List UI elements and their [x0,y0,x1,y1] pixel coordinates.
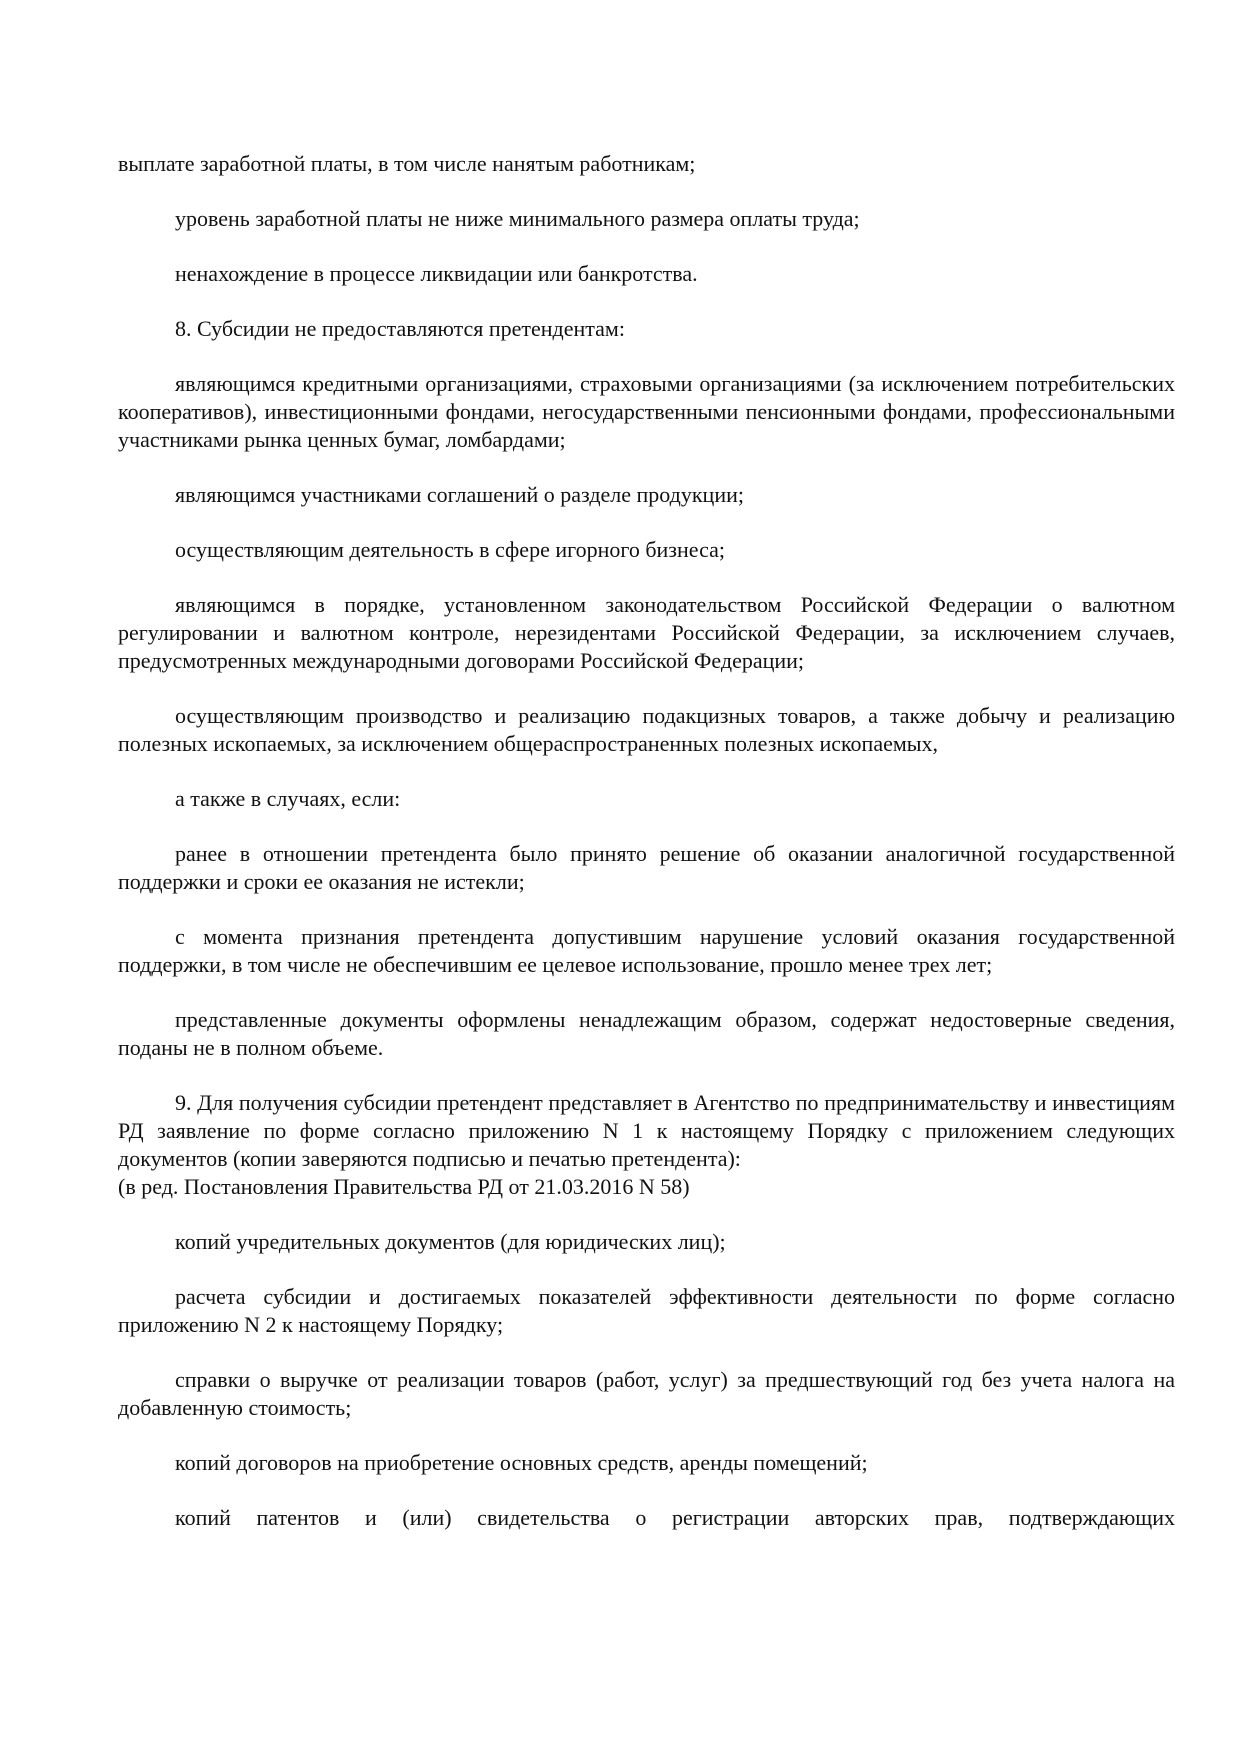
paragraph: осуществляющим деятельность в сфере игорного бизнеса; [175,537,725,562]
amendment-note: (в ред. Постановления Правительства РД от 21.03.2016 N 58) [118,1174,690,1199]
paragraph: с момента признания претендента допустившим нарушение условий оказания государственной поддержки, в том числе не обеспечившим ее целевое использование, прошло менее трех лет; [118,924,1175,977]
paragraph: а также в случаях, если: [175,786,401,811]
paragraph-continuation: выплате заработной платы, в том числе нанятым работникам; [118,151,696,176]
paragraph: являющимся кредитными организациями, страховыми организациями (за исключением потребительских кооперативов), инвестиционными фондами, негосударственными пенсионными фондами, профессиональными участниками рынка ценных бумаг, ломбардами; [118,371,1175,452]
paragraph: ненахождение в процессе ликвидации или банкротства. [175,261,698,286]
paragraph: являющимся в порядке, установленном законодательством Российской Федерации о валютном регулировании и валютном контроле, нерезидентами Российской Федерации, за исключением случаев, предусмотренных международными договорами Российской Федерации; [118,592,1175,673]
paragraph: копий договоров на приобретение основных средств, аренды помещений; [175,1450,868,1475]
paragraph: представленные документы оформлены ненадлежащим образом, содержат недостоверные сведения, поданы не в полном объеме. [118,1007,1175,1060]
paragraph: являющимся участниками соглашений о разделе продукции; [175,482,744,507]
document-page [118,150,1175,1559]
paragraph: расчета субсидии и достигаемых показателей эффективности деятельности по форме согласно приложению N 2 к настоящему Порядку; [118,1284,1175,1337]
section-9-paragraph: 9. Для получения субсидии претендент представляет в Агентство по предпринимательству и инвестициям РД заявление по форме согласно приложению N 1 к настоящему Порядку с приложением следующих документов (копии заверяются подписью и печатью претендента): [118,1090,1175,1171]
paragraph: осуществляющим производство и реализацию подакцизных товаров, а также добычу и реализацию полезных ископаемых, за исключением общераспространенных полезных ископаемых, [118,703,1175,756]
paragraph: ранее в отношении претендента было принято решение об оказании аналогичной государственной поддержки и сроки ее оказания не истекли; [118,841,1175,894]
section-8-heading: 8. Субсидии не предоставляются претендентам: [175,316,625,341]
paragraph-truncated: копий патентов и (или) свидетельства о регистрации авторских прав, подтверждающих [175,1505,1175,1530]
paragraph: справки о выручке от реализации товаров (работ, услуг) за предшествующий год без учета налога на добавленную стоимость; [118,1367,1175,1420]
paragraph: уровень заработной платы не ниже минимального размера оплаты труда; [175,206,860,231]
paragraph: копий учредительных документов (для юридических лиц); [175,1229,726,1254]
